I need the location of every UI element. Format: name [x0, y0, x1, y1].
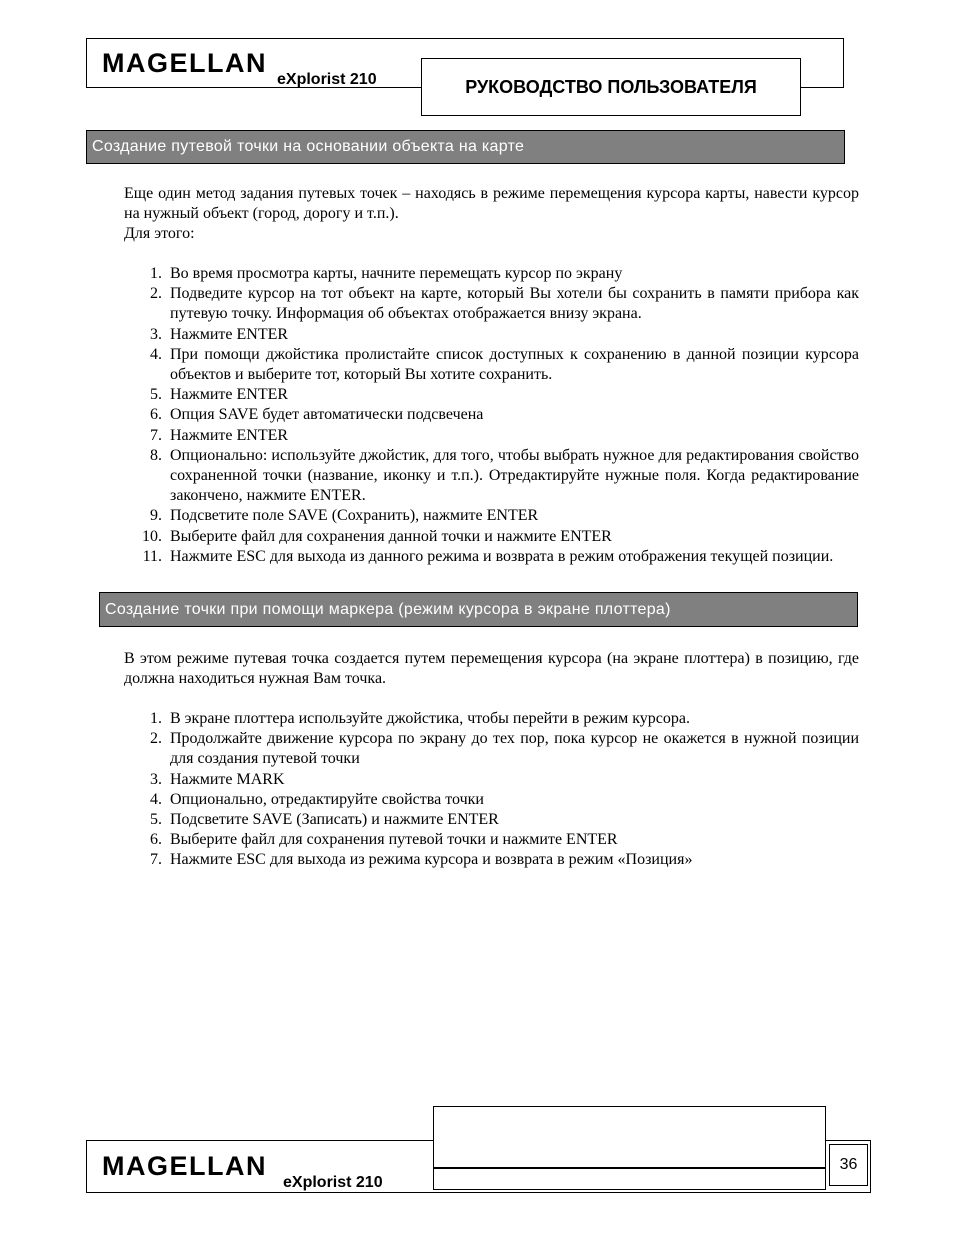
step-text: Выберите файл для сохранения данной точки и нажмите ENTER: [170, 527, 612, 545]
footer-blank-box: [433, 1106, 826, 1168]
section1-steps-list: [134, 264, 859, 567]
step-text: Нажмите ENTER: [170, 325, 289, 343]
step-number: 10.: [142, 527, 162, 545]
step-number: 5.: [150, 386, 162, 404]
list-item: [134, 446, 859, 507]
step-number: 3.: [150, 325, 162, 343]
section2-steps-list: [134, 709, 859, 871]
step-number: 5.: [150, 811, 162, 829]
step-text: Опционально: используйте джойстик, для того, чтобы выбрать нужное для редактирования свойство сохраненной точки (название, иконку и т.п.). Отредактируйте нужные поля. Когда редактирование закончено, нажмите ENTER.: [170, 446, 859, 505]
step-number: 8.: [150, 446, 162, 464]
list-item: [134, 284, 859, 324]
step-number: 7.: [150, 851, 162, 869]
list-item: [134, 729, 859, 769]
list-item: [134, 345, 859, 385]
step-number: 6.: [150, 406, 162, 424]
step-number: 2.: [150, 285, 162, 303]
step-number: 4.: [150, 345, 162, 363]
list-item: [134, 770, 859, 790]
header-model-name: eXplorist 210: [277, 71, 377, 88]
list-item: [134, 405, 859, 425]
footer-blank-strip: [433, 1168, 826, 1190]
step-number: 2.: [150, 730, 162, 748]
step-number: 3.: [150, 770, 162, 788]
list-item: [134, 850, 859, 870]
step-text: Опция SAVE будет автоматически подсвечена: [170, 406, 484, 424]
step-number: 1.: [150, 710, 162, 727]
section1-intro: [124, 184, 859, 244]
step-text: Нажмите MARK: [170, 770, 285, 788]
list-item: [134, 506, 859, 526]
list-item: [134, 527, 859, 547]
section-heading-marker: Создание точки при помощи маркера (режим курсора в экране плоттера): [99, 592, 858, 627]
step-number: 9.: [150, 507, 162, 525]
step-number: 11.: [142, 547, 162, 565]
footer-model-name: eXplorist 210: [283, 1174, 383, 1191]
step-number: 7.: [150, 426, 162, 444]
step-text: При помощи джойстика пролистайте список доступных к сохранению в данной позиции курсора объектов и выберите тот, который Вы хотите сохранить.: [170, 345, 859, 384]
guide-title: РУКОВОДСТВО ПОЛЬЗОВАТЕЛЯ: [421, 58, 801, 116]
list-item: [134, 709, 859, 729]
header-brand-logo: MAGELLAN: [102, 48, 267, 78]
step-text: Продолжайте движение курсора по экрану до тех пор, пока курсор не окажется в нужной позиции для создания путевой точки: [170, 730, 859, 768]
step-text: Опционально, отредактируйте свойства точки: [170, 790, 484, 808]
footer-brand-logo: MAGELLAN: [102, 1151, 267, 1181]
step-text: Выберите файл для сохранения путевой точки и нажмите ENTER: [170, 831, 618, 849]
step-number: 4.: [150, 790, 162, 808]
step-text: Во время просмотра карты, начните перемещать курсор по экрану: [170, 265, 623, 282]
step-text: Подсветите поле SAVE (Сохранить), нажмите ENTER: [170, 507, 539, 525]
step-number: 1.: [150, 265, 162, 282]
step-text: Нажмите ESC для выхода из данного режима и возврата в режим отображения текущей позиции.: [170, 547, 834, 565]
section1-intro-lead: Для этого:: [124, 225, 195, 242]
list-item: [134, 830, 859, 850]
step-text: В экране плоттера используйте джойстика, чтобы перейти в режим курсора.: [170, 710, 690, 727]
step-text: Подведите курсор на тот объект на карте, который Вы хотели бы сохранить в памяти прибора как путевую точку. Информация об объектах отображается внизу экрана.: [170, 285, 859, 323]
list-item: [134, 325, 859, 345]
section-heading-map-object: Создание путевой точки на основании объекта на карте: [86, 130, 845, 164]
section1-intro-text: Еще один метод задания путевых точек – находясь в режиме перемещения курсора карты, навести курсор на нужный объект (город, дорогу и т.п.).: [124, 185, 859, 222]
step-text: Подсветите SAVE (Записать) и нажмите ENTER: [170, 811, 499, 829]
list-item: [134, 810, 859, 830]
list-item: [134, 385, 859, 405]
step-number: 6.: [150, 831, 162, 849]
list-item: [134, 790, 859, 810]
step-text: Нажмите ENTER: [170, 386, 289, 404]
list-item: [134, 264, 859, 284]
step-text: Нажмите ENTER: [170, 426, 289, 444]
page-number: 36: [829, 1144, 868, 1186]
step-text: Нажмите ESC для выхода из режима курсора и возврата в режим «Позиция»: [170, 851, 693, 869]
list-item: [134, 426, 859, 446]
list-item: [134, 547, 859, 567]
section2-intro: В этом режиме путевая точка создается путем перемещения курсора (на экране плоттера) в позицию, где должна находиться нужная Вам точка.: [124, 650, 859, 687]
